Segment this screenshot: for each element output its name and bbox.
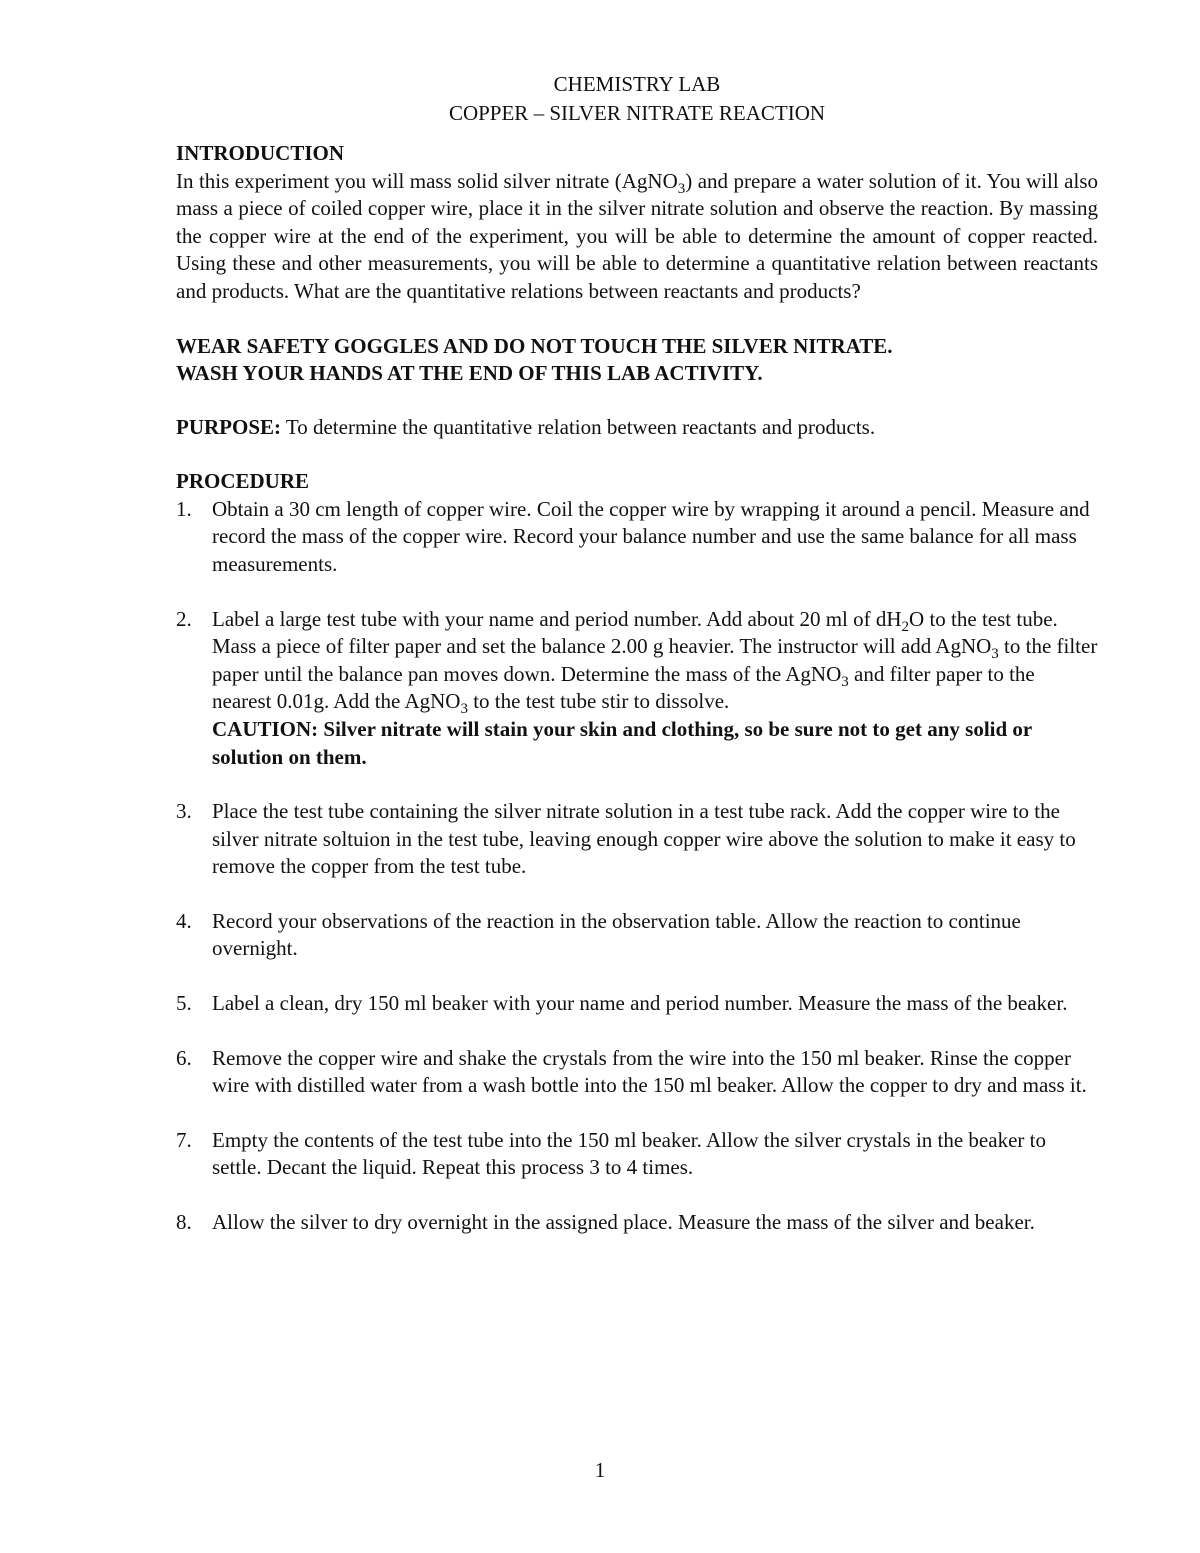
purpose-paragraph <box>176 414 1098 442</box>
step-text: Allow the silver to dry overnight in the assigned place. Measure the mass of the silver and beaker. <box>212 1210 1035 1235</box>
step-text: Empty the contents of the test tube into the 150 ml beaker. Allow the silver crystals in the beaker to settle. Decant the liquid. Repeat this process 3 to 4 times. <box>212 1127 1046 1180</box>
warning-line-1: WEAR SAFETY GOGGLES AND DO NOT TOUCH THE SILVER NITRATE. <box>176 333 893 358</box>
step-text: Remove the copper wire and shake the crystals from the wire into the 150 ml beaker. Rinse the copper wire with distilled water from a wash bottle into the 150 ml beaker. Allow the copper to dry and mass it. <box>212 1045 1087 1098</box>
procedure-heading: PROCEDURE <box>176 469 310 494</box>
intro-subscript: 3 <box>677 180 686 197</box>
step-text: to the test tube stir to dissolve. <box>467 689 730 714</box>
procedure-step-1 <box>176 496 1098 579</box>
procedure-step-5 <box>176 990 1098 1018</box>
step-number: 1. <box>176 496 192 521</box>
step-text: Label a clean, dry 150 ml beaker with your name and period number. Measure the mass of the beaker. <box>212 991 1068 1016</box>
step-text: to the filter paper until the balance pan moves down. Determine the mass of the AgNO <box>212 634 1098 686</box>
subscript: 3 <box>841 673 849 690</box>
intro-text-b: ) and prepare a water solution of it. You will also mass a piece of coiled copper wire, place it in the silver nitrate solution and observe the reaction. By massing the copper wire at the end of the experiment, you will be able to determine the amount of copper reacted. Using these and other measurements, you will be able to determine a quantitative relation between reactants and products. What are the quantitative relations between reactants and products? <box>176 168 1098 303</box>
step-number: 3. <box>176 799 192 824</box>
procedure-step-4 <box>176 908 1098 963</box>
intro-text-a: In this experiment you will mass solid silver nitrate (AgNO <box>176 168 678 193</box>
subscript: 3 <box>460 701 468 718</box>
step-number: 8. <box>176 1210 192 1235</box>
introduction-paragraph <box>176 168 1098 306</box>
procedure-step-3 <box>176 798 1098 881</box>
step-text: Label a large test tube with your name and period number. Add about 20 ml of dH <box>212 606 902 631</box>
document-title: CHEMISTRY LAB <box>553 72 721 96</box>
step-text: Obtain a 30 cm length of copper wire. Coil the copper wire by wrapping it around a pencil. Measure and record the mass of the copper wire. Record your balance number and use the same balance for all mass measurements. <box>212 496 1090 576</box>
step-number: 2. <box>176 606 192 631</box>
procedure-step-6 <box>176 1045 1098 1100</box>
safety-warning <box>176 333 1098 387</box>
procedure-steps <box>176 496 1098 1237</box>
purpose-label: PURPOSE: <box>176 414 281 439</box>
purpose-text: To determine the quantitative relation between reactants and products. <box>281 414 876 439</box>
warning-line-2: WASH YOUR HANDS AT THE END OF THIS LAB ACTIVITY. <box>176 360 763 385</box>
caution-note: CAUTION: Silver nitrate will stain your skin and clothing, so be sure not to get any solid or solution on them. <box>212 716 1032 769</box>
subscript: 2 <box>901 618 910 635</box>
step-text: O to the test tube. Mass a piece of filter paper and set the balance 2.00 g heavier. The instructor will add AgNO <box>212 606 1058 659</box>
subscript: 3 <box>991 646 999 663</box>
procedure-step-2 <box>176 606 1098 772</box>
step-text: and filter paper to the nearest 0.01g. Add the AgNO <box>212 661 1035 714</box>
procedure-step-8 <box>176 1209 1098 1237</box>
document-content <box>176 70 1098 1264</box>
procedure-step-7 <box>176 1127 1098 1182</box>
step-number: 5. <box>176 991 192 1016</box>
page-number: 1 <box>594 1458 606 1482</box>
step-number: 4. <box>176 908 192 933</box>
title-block <box>176 70 1098 128</box>
introduction-heading: INTRODUCTION <box>176 141 345 165</box>
step-text: Record your observations of the reaction in the observation table. Allow the reaction to continue overnight. <box>212 908 1021 961</box>
step-text: Place the test tube containing the silver nitrate solution in a test tube rack. Add the copper wire to the silver nitrate soltuion in the test tube, leaving enough copper wire above the solution to make it easy to remove the copper from the test tube. <box>212 799 1076 879</box>
step-number: 6. <box>176 1045 192 1070</box>
step-number: 7. <box>176 1127 192 1152</box>
document-subtitle: COPPER – SILVER NITRATE REACTION <box>448 101 826 125</box>
